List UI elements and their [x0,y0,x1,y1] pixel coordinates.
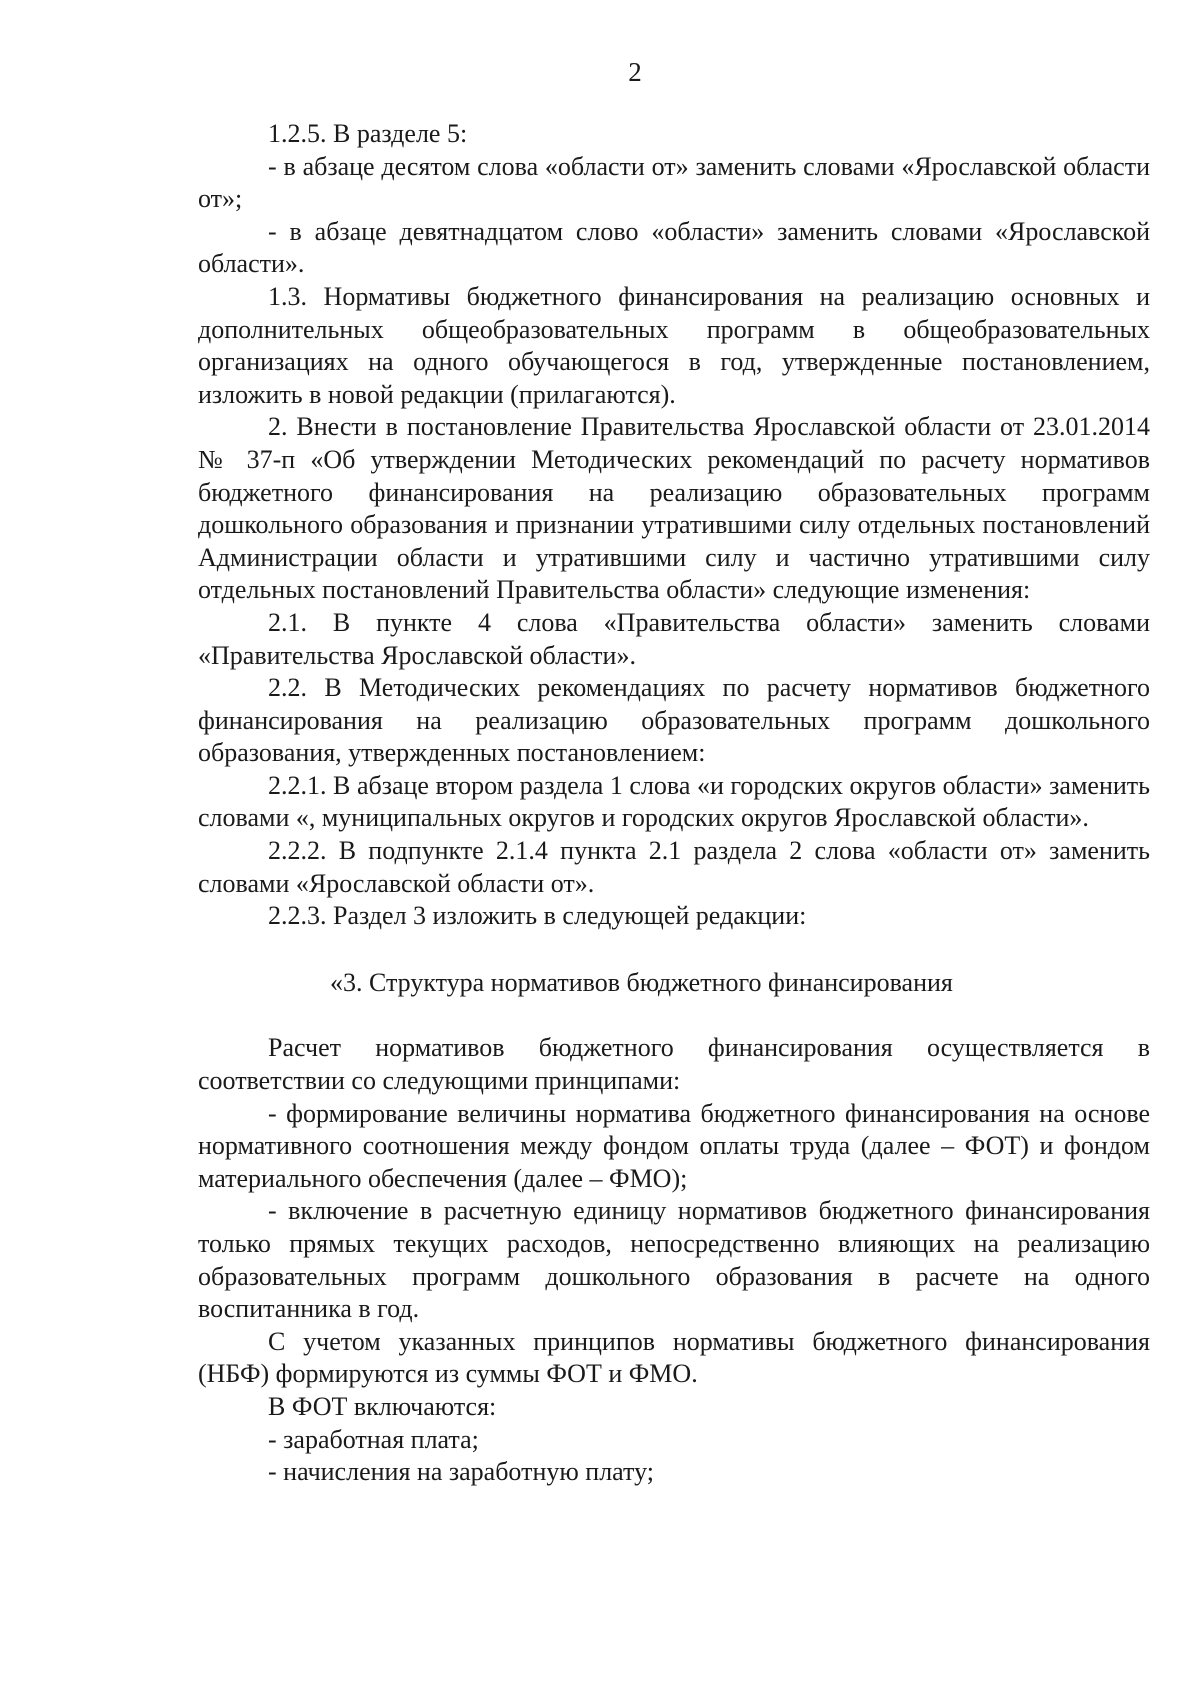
document-body [198,118,1150,1489]
section-heading: «3. Структура нормативов бюджетного финансирования [330,967,953,997]
section-paragraph-nbf: С учетом указанных принципов нормативы бюджетного финансирования (НБФ) формируются из суммы ФОТ и ФМО. [198,1326,1150,1389]
paragraph-1-3: 1.3. Нормативы бюджетного финансирования на реализацию основных и дополнительных общеобразовательных программ в общеобразовательных организациях на одного обучающегося в год, утвержденные постановлением, изложить в новой редакции (прилагаются). [198,281,1150,409]
paragraph-2-2: 2.2. В Методических рекомендациях по расчету нормативов бюджетного финансирования на реализацию образовательных программ дошкольного образования, утвержденных постановлением: [198,673,1150,768]
section-paragraph-principle-2: - включение в расчетную единицу нормативов бюджетного финансирования только прямых текущих расходов, непосредственно влияющих на реализацию образовательных программ дошкольного образования в расчете на одного воспитанника в год. [198,1196,1150,1324]
paragraph-2-2-3: 2.2.3. Раздел 3 изложить в следующей редакции: [268,901,807,931]
paragraph-item-tenth: - в абзаце десятом слова «области от» заменить словами «Ярославской области от»; [198,151,1150,214]
paragraph-2-1: 2.1. В пункте 4 слова «Правительства области» заменить словами «Правительства Ярославской области». [198,607,1150,670]
paragraph-item-nineteenth: - в абзаце девятнадцатом слово «области» заменить словами «Ярославской области». [198,216,1150,279]
paragraph-2-2-1: 2.2.1. В абзаце втором раздела 1 слова «и городских округов области» заменить словами «, муниципальных округов и городских округов Ярославской области». [198,770,1150,833]
section-paragraph-principle-1: - формирование величины норматива бюджетного финансирования на основе нормативного соотношения между фондом оплаты труда (далее – ФОТ) и фондом материального обеспечения (далее – ФМО); [198,1098,1150,1193]
section-paragraph-fot-includes: В ФОТ включаются: [268,1391,497,1421]
section-paragraph-accruals: - начисления на заработную плату; [268,1457,654,1487]
section-paragraph-salary: - заработная плата; [268,1424,479,1454]
page-number: 2 [628,57,642,87]
section-paragraph-intro: Расчет нормативов бюджетного финансирования осуществляется в соответствии со следующими принципами: [198,1033,1150,1096]
paragraph-2: 2. Внести в постановление Правительства Ярославской области от 23.01.2014 № 37-п «Об утверждении Методических рекомендаций по расчету нормативов бюджетного финансирования на реализацию образовательных программ дошкольного образования и признании утратившими силу отдельных постановлений Администрации области и утратившими силу и частично утратившими силу отдельных постановлений Правительства области» следующие изменения: [198,412,1150,605]
paragraph-1-2-5: 1.2.5. В разделе 5: [268,119,468,148]
paragraph-2-2-2: 2.2.2. В подпункте 2.1.4 пункта 2.1 раздела 2 слова «области от» заменить словами «Ярославской области от». [198,836,1150,898]
